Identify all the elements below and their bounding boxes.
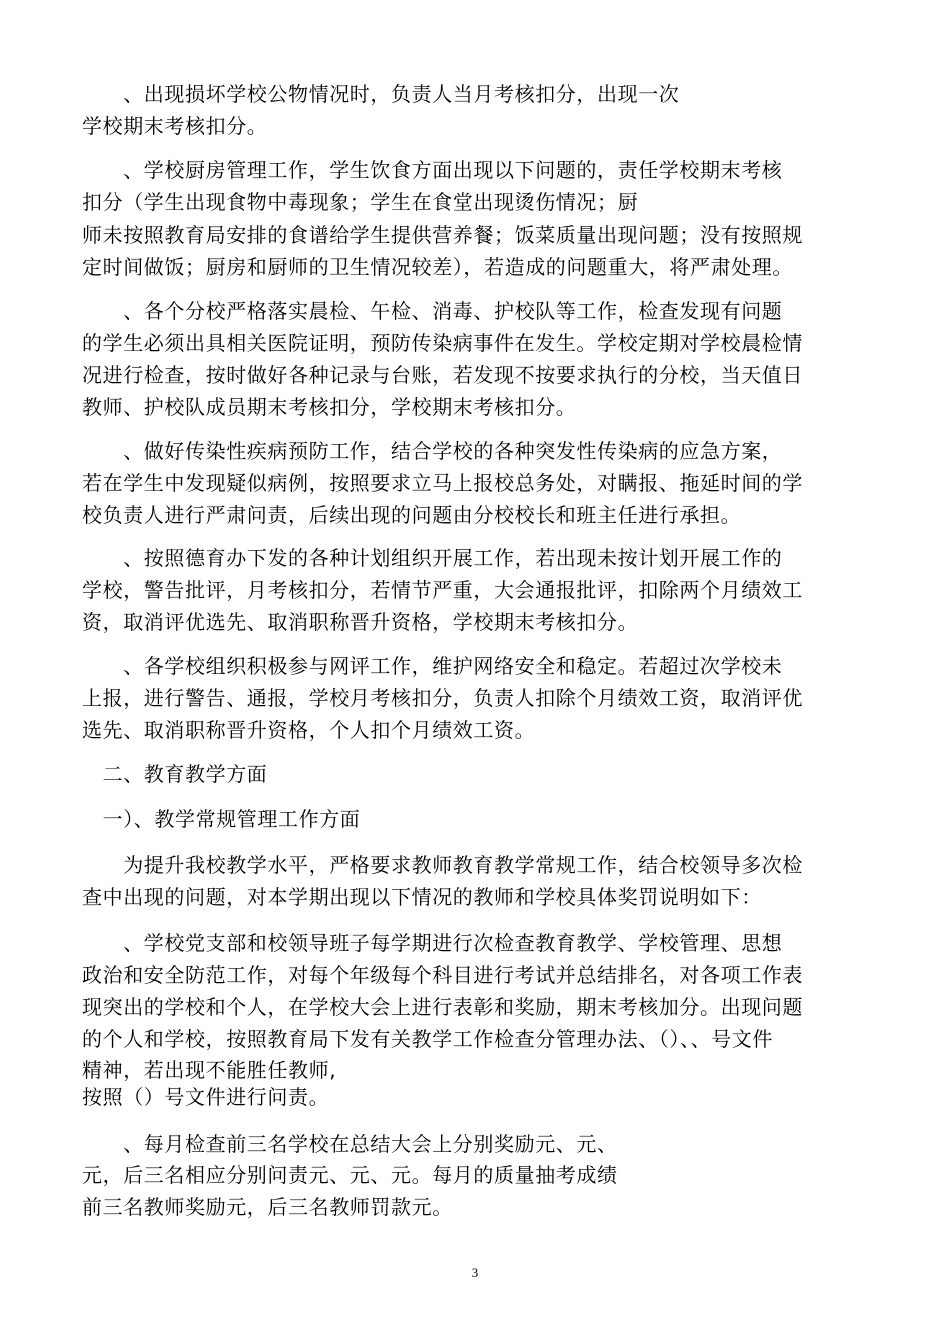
paragraph-4-line-2: 若在学生中发现疑似病例，按照要求立马上报校总务处，对瞒报、拖延时间的学 (82, 471, 803, 495)
paragraph-3-line-2: 的学生必须出具相关医院证明，预防传染病事件在发生。学校定期对学校晨检情 (82, 331, 803, 355)
paragraph-6-line-3: 选先、取消职称晋升资格，个人扣个月绩效工资。 (82, 718, 536, 742)
paragraph-2-line-1: 、学校厨房管理工作，学生饮食方面出现以下问题的，责任学校期末考核 (82, 158, 783, 182)
subsection-heading: 一）、教学常规管理工作方面 (82, 807, 361, 831)
paragraph-4-line-3: 校负责人进行严肃问责，后续出现的问题由分校校长和班主任进行承担。 (82, 503, 742, 527)
paragraph-5-line-3: 资，取消评优选先、取消职称晋升资格，学校期末考核扣分。 (82, 610, 639, 634)
rule-1-line-5: 精神，若出现不能胜任教师, (82, 1058, 337, 1082)
rule-2-line-1: 、每月检查前三名学校在总结大会上分别奖励元、元、 (82, 1132, 618, 1156)
paragraph-3-line-3: 况进行检查，按时做好各种记录与台账，若发现不按要求执行的分校，当天值日 (82, 363, 803, 387)
rule-1-line-4: 的个人和学校，按照教育局下发有关教学工作检查分管理办法、（）、、号文件 (82, 1027, 773, 1051)
paragraph-2-line-2: 扣分（学生出现食物中毒现象；学生在食堂出现烫伤情况；厨 (82, 190, 639, 214)
paragraph-1-line-1: 、出现损坏学校公物情况时，负责人当月考核扣分，出现一次 (82, 82, 680, 106)
section-heading: 二、教育教学方面 (82, 762, 268, 786)
rule-1-line-6: 按照（）号文件进行问责。 (82, 1085, 330, 1109)
intro-paragraph-line-2: 查中出现的问题，对本学期出现以下情况的教师和学校具体奖罚说明如下： (82, 885, 762, 909)
paragraph-4-line-1: 、做好传染性疾病预防工作，结合学校的各种突发性传染病的应急方案， (82, 439, 783, 463)
rule-2-line-3: 前三名教师奖励元，后三名教师罚款元。 (82, 1195, 453, 1219)
intro-paragraph-line-1: 为提升我校教学水平，严格要求教师教育教学常规工作，结合校领导多次检 (82, 853, 803, 877)
paragraph-5-line-2: 学校，警告批评，月考核扣分，若情节严重，大会通报批评，扣除两个月绩效工 (82, 578, 803, 602)
paragraph-2-line-3: 师未按照教育局安排的食谱给学生提供营养餐；饭菜质量出现问题；没有按照规 (82, 223, 803, 247)
rule-1-line-3: 现突出的学校和个人，在学校大会上进行表彰和奖励，期末考核加分。出现问题 (82, 995, 803, 1019)
paragraph-3-line-4: 教师、护校队成员期末考核扣分，学校期末考核扣分。 (82, 395, 577, 419)
rule-2-line-2: 元，后三名相应分别问责元、元、元。每月的质量抽考成绩 (82, 1163, 618, 1187)
paragraph-2-line-4: 定时间做饭；厨房和厨师的卫生情况较差），若造成的问题重大，将严肃处理。 (82, 255, 793, 279)
paragraph-1-line-2: 学校期末考核扣分。 (82, 114, 268, 138)
rule-1-line-2: 政治和安全防范工作，对每个年级每个科目进行考试并总结排名，对各项工作表 (82, 963, 803, 987)
paragraph-5-line-1: 、按照德育办下发的各种计划组织开展工作，若出现未按计划开展工作的 (82, 546, 783, 570)
rule-1-line-1: 、学校党支部和校领导班子每学期进行次检查教育教学、学校管理、思想 (82, 931, 783, 955)
paragraph-6-line-1: 、各学校组织积极参与网评工作，维护网络安全和稳定。若超过次学校未 (82, 654, 783, 678)
paragraph-6-line-2: 上报，进行警告、通报，学校月考核扣分，负责人扣除个月绩效工资，取消评优 (82, 686, 803, 710)
paragraph-3-line-1: 、各个分校严格落实晨检、午检、消毒、护校队等工作，检查发现有问题 (82, 299, 783, 323)
page-number: 3 (471, 1265, 479, 1280)
